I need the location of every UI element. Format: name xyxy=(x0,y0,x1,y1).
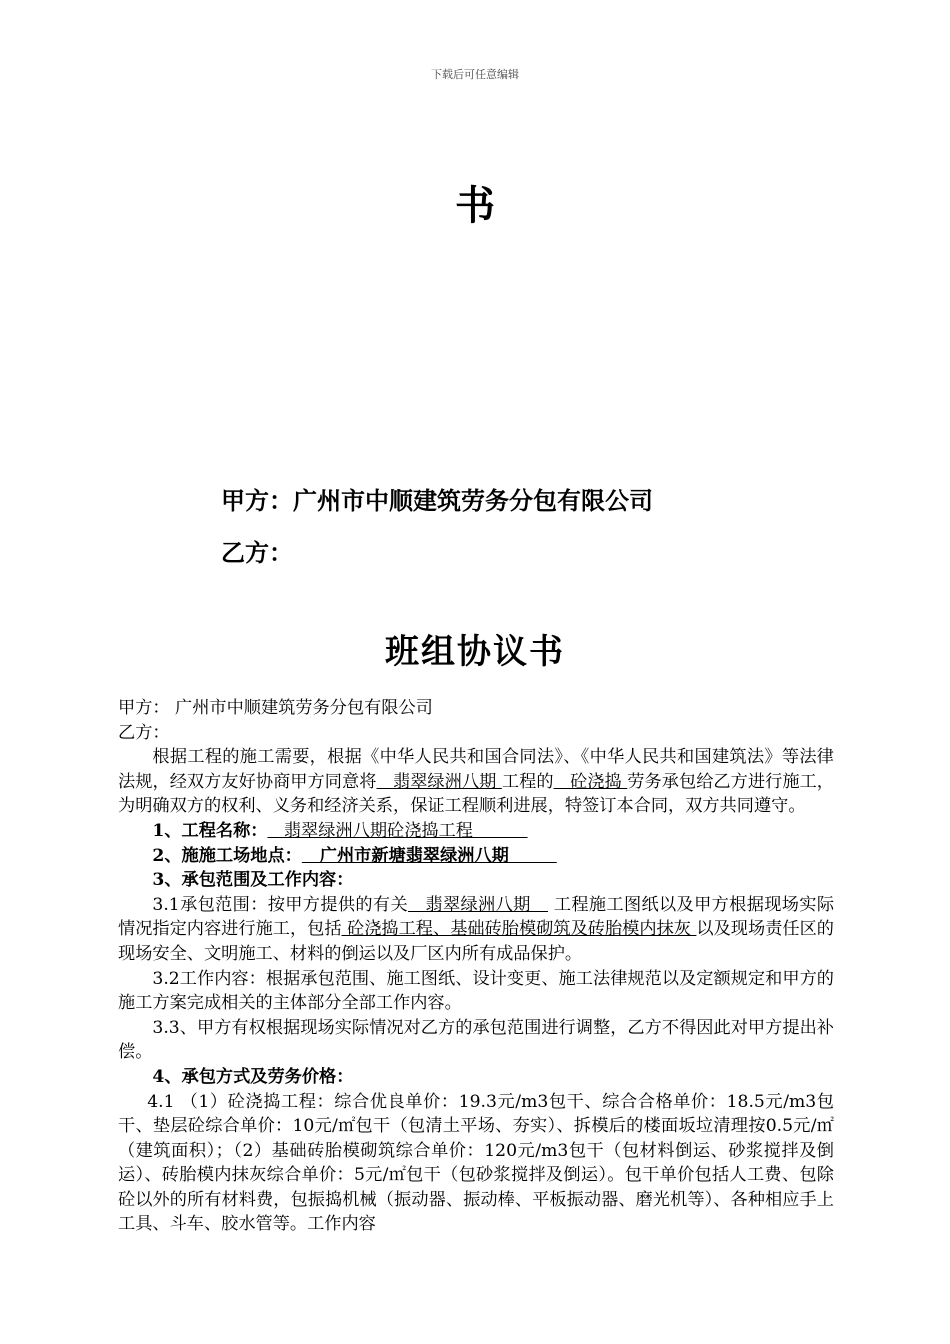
party-a-name: 广州市中顺建筑劳务分包有限公司 xyxy=(175,698,433,718)
item-1-project-name xyxy=(118,819,834,844)
agreement-body xyxy=(118,696,834,1237)
section-4-1: 4.1 （1）砼浇捣工程：综合优良单价：19.3元/m3包干、综合合格单价：18.5元/m3包干、垫层砼综合单价：10元/㎡包干（包清土平场、夯实）、拆模后的楼面坂垃清理按0.5元/㎡（建筑面积）；（2）基础砖胎模砌筑综合单价：120元/m3包干（包材料倒运、砂浆搅拌及倒运）、砖胎模内抹灰综合单价：5元/㎡包干（包砂浆搅拌及倒运）。包干单价包括人工费、包除砼以外的所有材料费，包振捣机械（振动器、振动棒、平板振动器、磨光机等）、各种相应手上工具、斗车、胶水管等。工作内容 xyxy=(118,1091,834,1235)
cover-title: 书 xyxy=(455,183,495,229)
section-3-1 xyxy=(118,893,834,967)
intro-text-1: 根据工程的施工需要，根据《中华人民共和国合同法》、《中华人民共和国建筑法》等法律法规，经双方友好协商甲方同意将 xyxy=(118,747,834,792)
intro-paragraph xyxy=(118,745,834,819)
item-2-value: 广州市新塘翡翠绿洲八期 xyxy=(301,845,557,866)
item-4-heading: 4、承包方式及劳务价格： xyxy=(152,1066,354,1087)
section-3-1-scope-blank: 砼浇捣工程、基础砖胎模砌筑及砖胎模内抹灰 xyxy=(341,919,697,940)
cover-party-b xyxy=(221,533,293,568)
item-2-label: 2、施施工场地点： xyxy=(152,845,302,866)
intro-project-blank: 翡翠绿洲八期 xyxy=(376,771,502,792)
section-3-1-project-blank: 翡翠绿洲八期 xyxy=(407,894,549,915)
party-b-line xyxy=(118,721,834,746)
party-a-line xyxy=(118,696,834,721)
item-3-heading: 3、承包范围及工作内容： xyxy=(152,870,354,891)
cover-party-a-name: 广州市中顺建筑劳务分包有限公司 xyxy=(293,487,653,515)
section-3-1-text-2: 工程施工图纸以及甲方根据现场实际情况指定内容进行施工，包括 xyxy=(118,894,835,940)
cover-party-a-label: 甲方： xyxy=(221,487,293,515)
cover-party-a xyxy=(221,481,653,516)
item-2-site-location xyxy=(118,844,834,869)
party-b-label: 乙方： xyxy=(118,722,170,743)
section-3-1-text-3: 以及现场责任区的现场安全、文明施工、材料的倒运以及厂区内所有成品保护。 xyxy=(118,919,834,964)
section-3-3: 3.3、甲方有权根据现场实际情况对乙方的承包范围进行调整，乙方不得因此对甲方提出补偿。 xyxy=(118,1017,834,1063)
page-header-note: 下载后可任意编辑 xyxy=(431,68,519,81)
intro-text-2: 工程的 xyxy=(501,771,554,792)
item-1-label: 1、工程名称： xyxy=(152,820,268,841)
agreement-title: 班组协议书 xyxy=(385,632,565,672)
party-a-label: 甲方： xyxy=(118,698,170,718)
intro-text-3: 劳务承包给乙方进行施工，为明确双方的权利、义务和经济关系，保证工程顺利进展，特签订本合同，双方共同遵守。 xyxy=(118,771,834,817)
cover-party-b-label: 乙方： xyxy=(221,539,293,567)
item-1-value: 翡翠绿洲八期砼浇捣工程 xyxy=(267,820,528,841)
intro-scope-blank: 砼浇捣 xyxy=(553,771,628,792)
section-3-2: 3.2工作内容：根据承包范围、施工图纸、设计变更、施工法律规范以及定额规定和甲方的施工方案完成相关的主体部分全部工作内容。 xyxy=(118,968,834,1014)
section-3-1-text-1: 3.1承包范围：按甲方提供的有关 xyxy=(152,894,408,915)
